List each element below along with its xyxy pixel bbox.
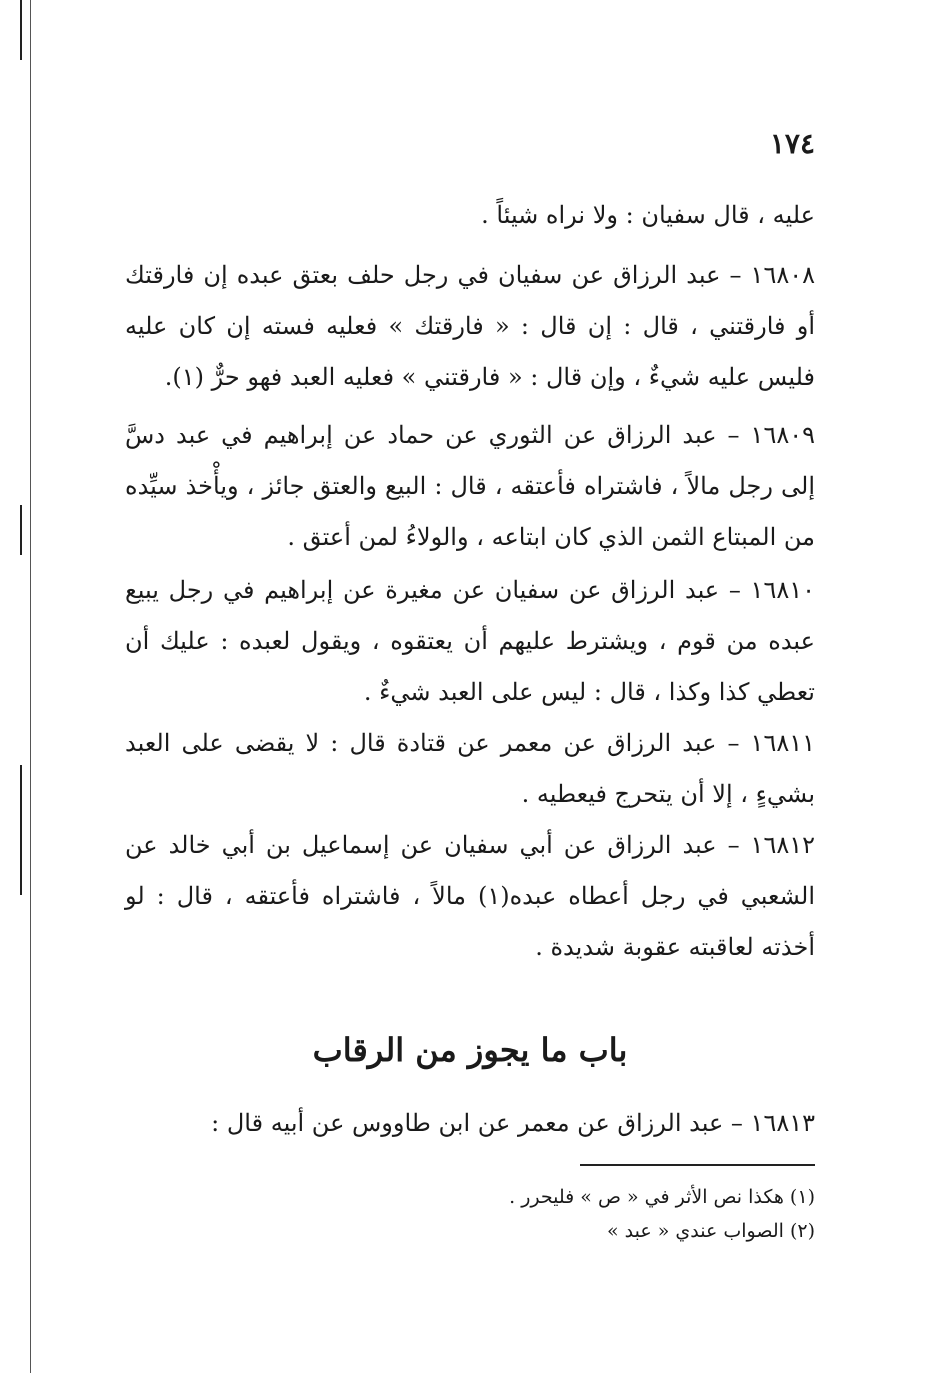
hadith-16809: ١٦٨٠٩ – عبد الرزاق عن الثوري عن حماد عن إبراهيم في عبد دسَّ إلى رجل مالاً ، فاشتراه فأعتقه ، قال : البيع والعتق جائز ، ويأْخذ سيِّده من المبتاع الثمن الذي كان ابتاعه ، والولاءُ لمن أعتق . bbox=[125, 421, 815, 551]
hadith-16810: ١٦٨١٠ – عبد الرزاق عن سفيان عن مغيرة عن إبراهيم في رجل يبيع عبده من قوم ، ويشترط عليهم أن يعتقوه ، ويقول لعبده : عليك أن تعطي كذا وكذا ، قال : ليس على العبد شيءٌ . bbox=[125, 576, 815, 706]
hadith-16808: ١٦٨٠٨ – عبد الرزاق عن سفيان في رجل حلف بعتق عبده إن فارقتك أو فارقتني ، قال : إن قال : « فارقتك » فعليه فسته إن كان عليه فليس عليه شيءٌ ، وإن قال : « فارقتني » فعليه العبد فهو حرٌّ (١). bbox=[125, 261, 815, 391]
hadith-16811: ١٦٨١١ – عبد الرزاق عن معمر عن قتادة قال : لا يقضى على العبد بشيءٍ ، إلا أن يتحرج فيعطيه . bbox=[125, 729, 815, 808]
binding-edge-line bbox=[30, 0, 31, 1373]
footnote-2: (٢) الصواب عندي « عبد » bbox=[607, 1220, 815, 1242]
hadith-16813: ١٦٨١٣ – عبد الرزاق عن معمر عن ابن طاووس عن أبيه قال : bbox=[211, 1109, 815, 1137]
footnote-separator bbox=[580, 1164, 815, 1166]
hadith-16812: ١٦٨١٢ – عبد الرزاق عن أبي سفيان عن إسماعيل بن أبي خالد عن الشعبي في رجل أعطاه عبده(١) مالاً ، فاشتراه فأعتقه ، قال : لو أخذته لعاقبته عقوبة شديدة . bbox=[125, 831, 815, 961]
page-number: ١٧٤ bbox=[769, 127, 815, 160]
chapter-heading: باب ما يجوز من الرقاب bbox=[312, 1031, 628, 1069]
footnotes bbox=[125, 1180, 815, 1248]
text-paragraph: عليه ، قال سفيان : ولا نراه شيئاً . bbox=[481, 201, 815, 229]
binding-mark bbox=[20, 505, 22, 555]
footnote-1: (١) هكذا نص الأثر في « ص » فليحرر . bbox=[509, 1186, 815, 1208]
binding-mark bbox=[20, 765, 22, 895]
binding-mark bbox=[20, 0, 22, 60]
